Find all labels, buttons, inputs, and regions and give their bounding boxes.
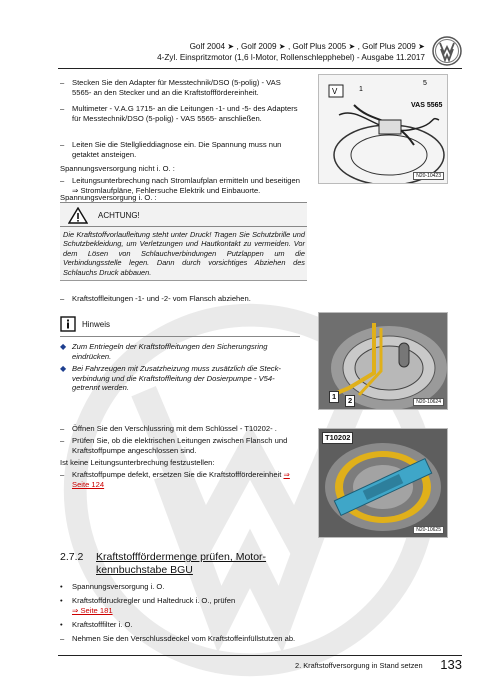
vw-logo-icon: [432, 36, 462, 66]
figure-3: [318, 428, 448, 538]
page-number: 133: [440, 657, 462, 673]
header-rule: [58, 68, 462, 69]
fig2-label-2: 2: [345, 395, 355, 407]
fig1-label-5: 5: [423, 80, 427, 87]
note-title: Hinweis: [82, 320, 111, 329]
prereq-filter: Kraftstofffilter i. O.: [72, 620, 133, 629]
footer-rule: [58, 655, 462, 656]
header-line-2: 4-Zyl. Einspritzmotor (1,6 l-Motor, Rollenschlepphebel) - Ausgabe 11.2017: [157, 52, 425, 62]
header-line-1: Golf 2004 ➤ , Golf 2009 ➤ , Golf Plus 2005 ➤ , Golf Plus 2009 ➤: [189, 42, 425, 51]
footer-chapter: 2. Kraftstoffversorgung in Stand setzen: [295, 660, 423, 670]
note-item-2: Bei Fahrzeugen mit Zusatzheizung muss zusätzlich die Steckverbindung und die Kraftstoffleitung der Dosierpumpe - V54- getrennt werden.: [72, 364, 281, 393]
step-diagnose: Leiten Sie die Stellglieddiagnose ein. Die Spannung muss nun getaktet ansteigen.: [72, 140, 282, 159]
step-adapter: Stecken Sie den Adapter für Messtechnik/DSO (5-polig) - VAS 5565- an den Stecker und an die Kraftstofffördereinheit.: [72, 78, 281, 97]
step-replace-pump: Kraftstoffpumpe defekt, ersetzen Sie die Kraftstofffördereinheit ⇒ Seite 124: [72, 470, 290, 489]
voltage-ok-label: Spannungsversorgung i. O. :: [60, 193, 157, 202]
link-seite-124[interactable]: ⇒ Seite 124: [72, 470, 290, 489]
note-bullet-icon: ◆: [60, 364, 67, 373]
link-seite-181[interactable]: ⇒ Seite 181: [72, 605, 113, 615]
note-bullet-icon: ◆: [60, 342, 67, 351]
step-remove-cap: Nehmen Sie den Verschlussdeckel vom Kraftstoffeinfüllstutzen ab.: [72, 634, 296, 643]
warning-text: Die Kraftstoffvorlaufleitung steht unter Druck! Tragen Sie Schutzbrille und Schutzbekleidung, um Verletzungen und Hautkontakt zu vermeiden. Vor dem Lösen von Schlauchverbindungen Putzlappen um die Verbindungsstelle legen. Dann durch vorsichtiges Abziehen des Schlauchs Druck abbauen.: [63, 230, 305, 277]
warning-title: ACHTUNG!: [98, 211, 140, 220]
figure-2: [318, 312, 448, 410]
fig3-id: N20-10625: [413, 526, 444, 534]
step-nok-1: Leitungsunterbrechung nach Stromlaufplan ermitteln und beseitigen ⇒ Stromlaufpläne, Fehlersuche Elektrik und Einbauorte.: [72, 176, 300, 195]
step-open-ring: Öffnen Sie den Verschlussring mit dem Schlüssel - T10202- .: [72, 424, 277, 433]
fuel-pump-connector-diagram: [319, 75, 447, 183]
fig1-label-vas: VAS 5565: [411, 102, 443, 109]
document-header: [157, 42, 425, 63]
prereq-regulator: Kraftstoffdruckregler und Haltedruck i. O., prüfen ⇒ Seite 181: [72, 596, 236, 615]
step-pull-lines: Kraftstoffleitungen -1- und -2- vom Flansch abziehen.: [72, 294, 251, 303]
voltage-nok-label: Spannungsversorgung nicht i. O. :: [60, 164, 175, 173]
fig2-label-1: 1: [329, 391, 339, 403]
warning-box: [60, 202, 307, 281]
no-break-label: Ist keine Leitungsunterbrechung festzustellen:: [60, 458, 215, 467]
fig1-id: N20-10423: [413, 172, 444, 180]
fig1-label-v: V: [332, 87, 338, 96]
fig3-label-t10202: T10202: [322, 432, 353, 444]
step-multimeter: Multimeter - V.A.G 1715- an die Leitungen -1- und -5- des Adapters für Messtechnik/DSO (5-polig) - VAS 5565- anschließen.: [72, 104, 298, 123]
figure-1: [318, 74, 448, 184]
locking-ring-key-photo: [319, 429, 447, 537]
fig1-label-1: 1: [359, 86, 363, 93]
section-title: Kraftstofffördermenge prüfen, Motorkennbuchstabe BGU: [96, 551, 267, 576]
note-rule: [60, 336, 300, 337]
info-icon: [60, 316, 76, 332]
note-item-1: Zum Entriegeln der Kraftstoffleitungen den Sicherungsring eindrücken.: [72, 342, 268, 361]
step-check-wiring: Prüfen Sie, ob die elektrischen Leitungen zwischen Flansch und Kraftstoffpumpe angeschlossen sind.: [72, 436, 288, 455]
warning-triangle-icon: [68, 207, 88, 224]
fig2-id: N20-10624: [413, 398, 444, 406]
prereq-voltage: Spannungsversorgung i. O.: [72, 582, 165, 591]
section-number: 2.7.2: [60, 551, 84, 563]
